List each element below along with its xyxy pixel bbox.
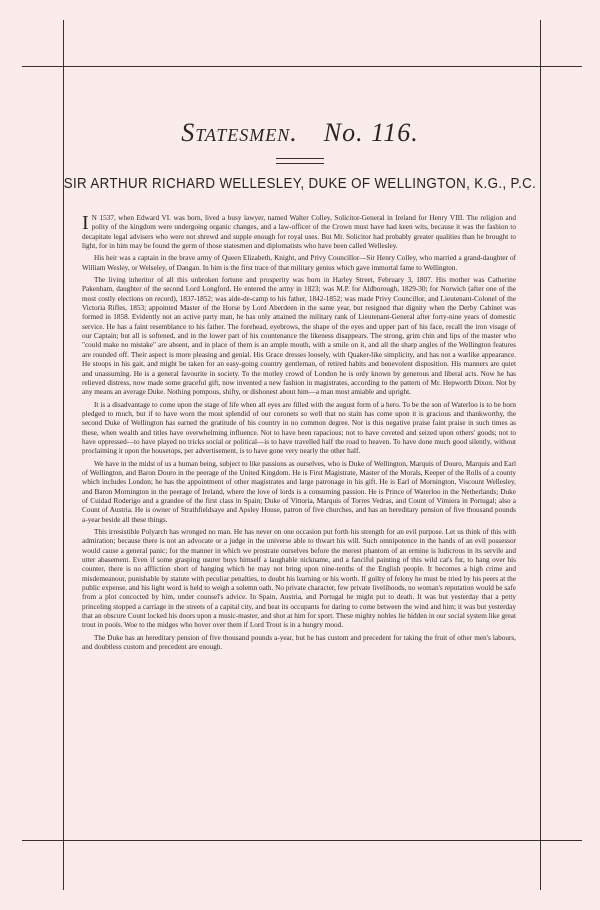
paragraph: His heir was a captain in the brave army of Queen Elizabeth, Knight, and Privy Councillor—Sir Henry Colley, who married a grand-daughter of William Wesley, or Welseley, of Dangan. In him is the first trace of that military genius which gave immortal fame to Wellington. — [82, 254, 516, 272]
frame-rule-top — [22, 66, 582, 67]
drop-cap: I — [82, 212, 89, 234]
series-number: No. 116. — [323, 118, 419, 147]
paragraph: The Duke has an hereditary pension of five thousand pounds a-year, but he has custom and precedent for taking the fruit of other men's labours, and doubtless custom and precedent are enough. — [82, 633, 516, 652]
paragraph: The living inheritor of all this unbroken fortune and prosperity was born in Harley Street, February 3, 1807. His mother was Catherine Pakenham, daughter of the second Lord Longford. He entered the army in 1823; was M.P. for Aldborough, 1829-30; for Norwich (after one of the most costly elections on record), 1837-1852; was aide-de-camp to his father, 1842-1852; was made Privy Councillor, and Lieutenant-Colonel of the Victoria Rifles, 1853; appointed Master of the Horse by Lord Aberdeen in the same year, but resigned that dignity when the Derby Cabinet was formed in 1858. Evidently not an active party man, he has only attained the military rank of Lieutenant-General after forty-nine years of domestic service. He has a faint resemblance to his father. The forehead, eyebrows, the shape of the eyes and upper part of his face, recall the iron visage of our Captain; but all is softened, and in the lower part of his countenance the likeness disappears. The strong, grim chin and lips of the master who "could make no mistake" are absent, and in place of them is an ample mouth, with a smile on it, and all the sharp angles of the Wellington features are rounded off. Their aspect is more pleasing and genial. His Grace dresses loosely, with Quaker-like simplicity, and has not a warlike appearance. He stoops in his gait, and might be taken for an easy-going country gentleman, of retired habits and benevolent disposition. His manners are quiet and unassuming. He is a general favourite in society. To the motley crowd of London he is only known by generous and liberal acts. Now he has relieved distress, now made some graceful gift, now invented a new fashion in magistrates, according to the pattern of Mr. Hepworth Dixon. Not by any means an average Duke. Nothing pompous, shifty, or dishonest about him—a man most amiable and upright. — [82, 276, 516, 397]
paragraph — [82, 214, 516, 251]
paragraph: It is a disadvantage to come upon the stage of life when all eyes are filled with the august form of a hero. To be the son of Waterloo is to be born pledged to much, but if to have worn the most splendid of our coronets so well that no stain has come upon it is gracious and thankworthy, the second Duke of Wellington has earned the gratitude of his country in no common degree. Nor is this negative praise faint praise in such times as these, when wealth and titles have overwhelming influence. Not to have been rapacious; not to have coveted and seized upon others' goods; not to have oppressed—to have played no tricks social or political—is to have travelled half the road to heaven. To have done much good silently, without proclaiming it upon the housetops, per advertisement, is to have gone very nearly the other half. — [82, 400, 516, 456]
paragraph-text: N 1537, when Edward VI. was born, lived a busy lawyer, named Walter Colley, Solicitor-General in Ireland for Henry VIII. The religion and polity of the kingdom were undergoing organic changes, and a law-officer of the Crown must have had keen wits, because it was the fashion to decapitate legal advisers who were not shrewd and supple enough for royal uses. But Mr. Solicitor had probably greater qualities than he brought to light, for in him may be found the germ of those statesmen and diplomatists who have been called Wellesley. — [82, 214, 516, 251]
frame-rule-bottom — [22, 840, 582, 841]
article-header — [0, 118, 600, 192]
paragraph: This irresistible Polyarch has wronged no man. He has never on one occasion put forth his strength for an evil purpose. Let us think of this with admiration; because there is not an advocate or a judge in the universe able to thwart his will. Such omnipotence in the hands of an evil possessor would cause a general panic; for the manner in which we prostrate ourselves before the merest phantom of an ermine is ludicrous in its servile and utter abasement. Even if some grasping usurer buys himself a laughable nickname, and a fanciful painting of this wild cat's fur, to hang over his counter, there is no affliction short of hanging which he may not bring upon nine-tenths of the English people. It becomes a high crime and misdemeanour, punishable by statute with peculiar penalties, to doubt his learning or his worth. If guilty of felony he must be tried by his peers at the public expense, and his light word is held to weigh a solemn oath. No private character, few private livelihoods, no woman's reputation would be safe from a plot concocted by him, under counsel's advice. In Spain, Austria, and Portugal he might put to death. It was but yesterday that a petty princeling stopped a carriage in the streets of a capital city, and beat its occupants for daring to come between the wind and him; it was but yesterday that an obscure Count locked his doors upon a music-master, and shot at him for sport. These mighty nobles lie hidden in our social system like great trout in pools. Woe to the midges who hover over them if Lord Trout is in a hungry mood. — [82, 528, 516, 630]
article-body — [82, 214, 516, 655]
subject-title: SIR ARTHUR RICHARD WELLESLEY, DUKE OF WELLINGTON, K.G., P.C. — [63, 176, 537, 192]
series-title — [0, 118, 600, 148]
paragraph: We have in the midst of us a human being, subject to like passions as ourselves, who is Duke of Wellington, Marquis of Douro, Marquis and Earl of Wellington, and Baron Douro in the peerage of the United Kingdom. He is First Magistrate, Master of the Morals, Keeper of the Rolls of a county which includes London; he has the appointment of other magistrates and large patronage in his gift. He is Earl of Mornington, Viscount Wellesley, and Baron Mornington in the peerage of Ireland, where the love of lords is a consuming passion. He is Prince of Waterloo in the Netherlands; Duke of Cuidad Roderigo and a grandee of the first class in Spain; Duke of Vittoria, Marquis of Torres Vedras, and Count of Vimiera in Portugal; also a Count of Austria. He is owner of Strathfieldsaye and Apsley House, patron of five churches, and has an hereditary pension of five thousand pounds a-year beside all these things. — [82, 459, 516, 524]
title-separator — [276, 158, 324, 164]
series-name: Statesmen. — [181, 118, 298, 147]
